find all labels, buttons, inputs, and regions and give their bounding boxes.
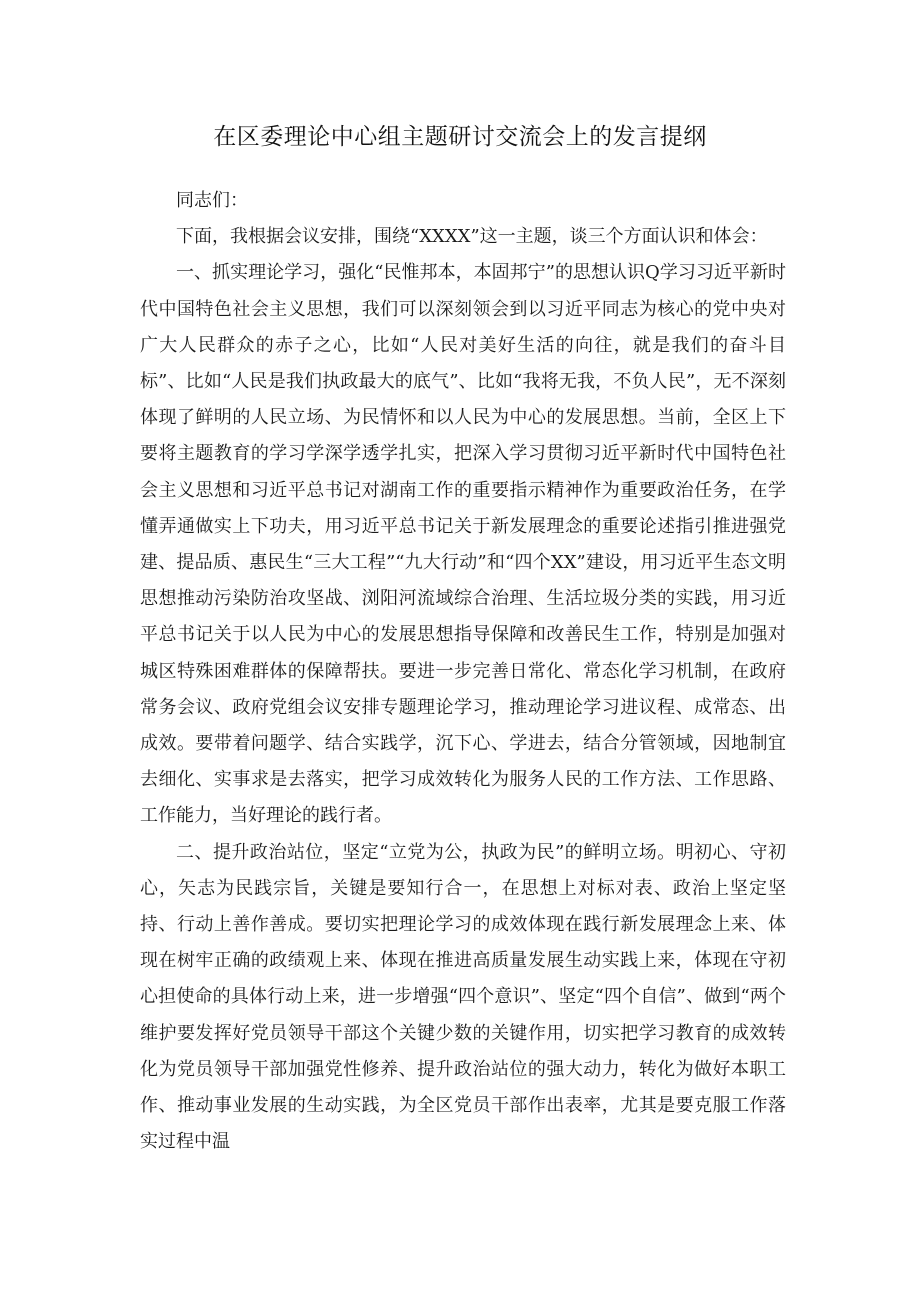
document-title: 在区委理论中心组主题研讨交流会上的发言提纲 (213, 124, 707, 150)
intro-paragraph: 下面，我根据会议安排，围绕“XXXX”这一主题，谈三个方面认识和体会： (176, 226, 768, 248)
document-body (140, 183, 786, 1160)
section-two-paragraph: 二、提升政治站位，坚定“立党为公，执政为民”的鲜明立场。明初心、守初心，矢志为民践宗旨，关键是要知行合一，在思想上对标对表、政治上坚定坚持、行动上善作善成。要切实把理论学习的成效体现在践行新发展理念上来、体现在树牢正确的政绩观上来、体现在推进高质量发展生动实践上来，体现在守初心担使命的具体行动上来，进一步增强“四个意识”、坚定“四个自信”、做到“两个维护要发挥好党员领导干部这个关键少数的关键作用，切实把学习教育的成效转化为党员领导干部加强党性修养、提升政治站位的强大动力，转化为做好本职工作、推动事业发展的生动实践，为全区党员干部作出表率，尤其是要克服工作落实过程中温 (140, 841, 786, 1153)
salutation: 同志们： (176, 190, 248, 211)
section-one-paragraph: 一、抓实理论学习，强化“民惟邦本，本固邦宁”的思想认识Q学习习近平新时代中国特色社会主义思想，我们可以深刻领会到以习近平同志为核心的党中央对广大人民群众的赤子之心，比如“人民对美好生活的向往，就是我们的奋斗目标”、比如“人民是我们执政最大的底气”、比如“我将无我，不负人民”，无不深刻体现了鲜明的人民立场、为民情怀和以人民为中心的发展思想。当前，全区上下要将主题教育的学习学深学透学扎实，把深入学习贯彻习近平新时代中国特色社会主义思想和习近平总书记对湖南工作的重要指示精神作为重要政治任务，在学懂弄通做实上下功夫，用习近平总书记关于新发展理念的重要论述指引推进强党建、提品质、惠民生“三大工程”“九大行动”和“四个XX”建设，用习近平生态文明思想推动污染防治攻坚战、浏阳河流域综合治理、生活垃圾分类的实践，用习近平总书记关于以人民为中心的发展思想指导保障和改善民生工作，特别是加强对城区特殊困难群体的保障帮扶。要进一步完善日常化、常态化学习机制，在政府常务会议、政府党组会议安排专题理论学习，推动理论学习进议程、成常态、出成效。要带着问题学、结合实践学，沉下心、学进去，结合分管领域，因地制宜去细化、实事求是去落实，把学习成效转化为服务人民的工作方法、工作思路、工作能力，当好理论的践行者。 (140, 262, 786, 827)
